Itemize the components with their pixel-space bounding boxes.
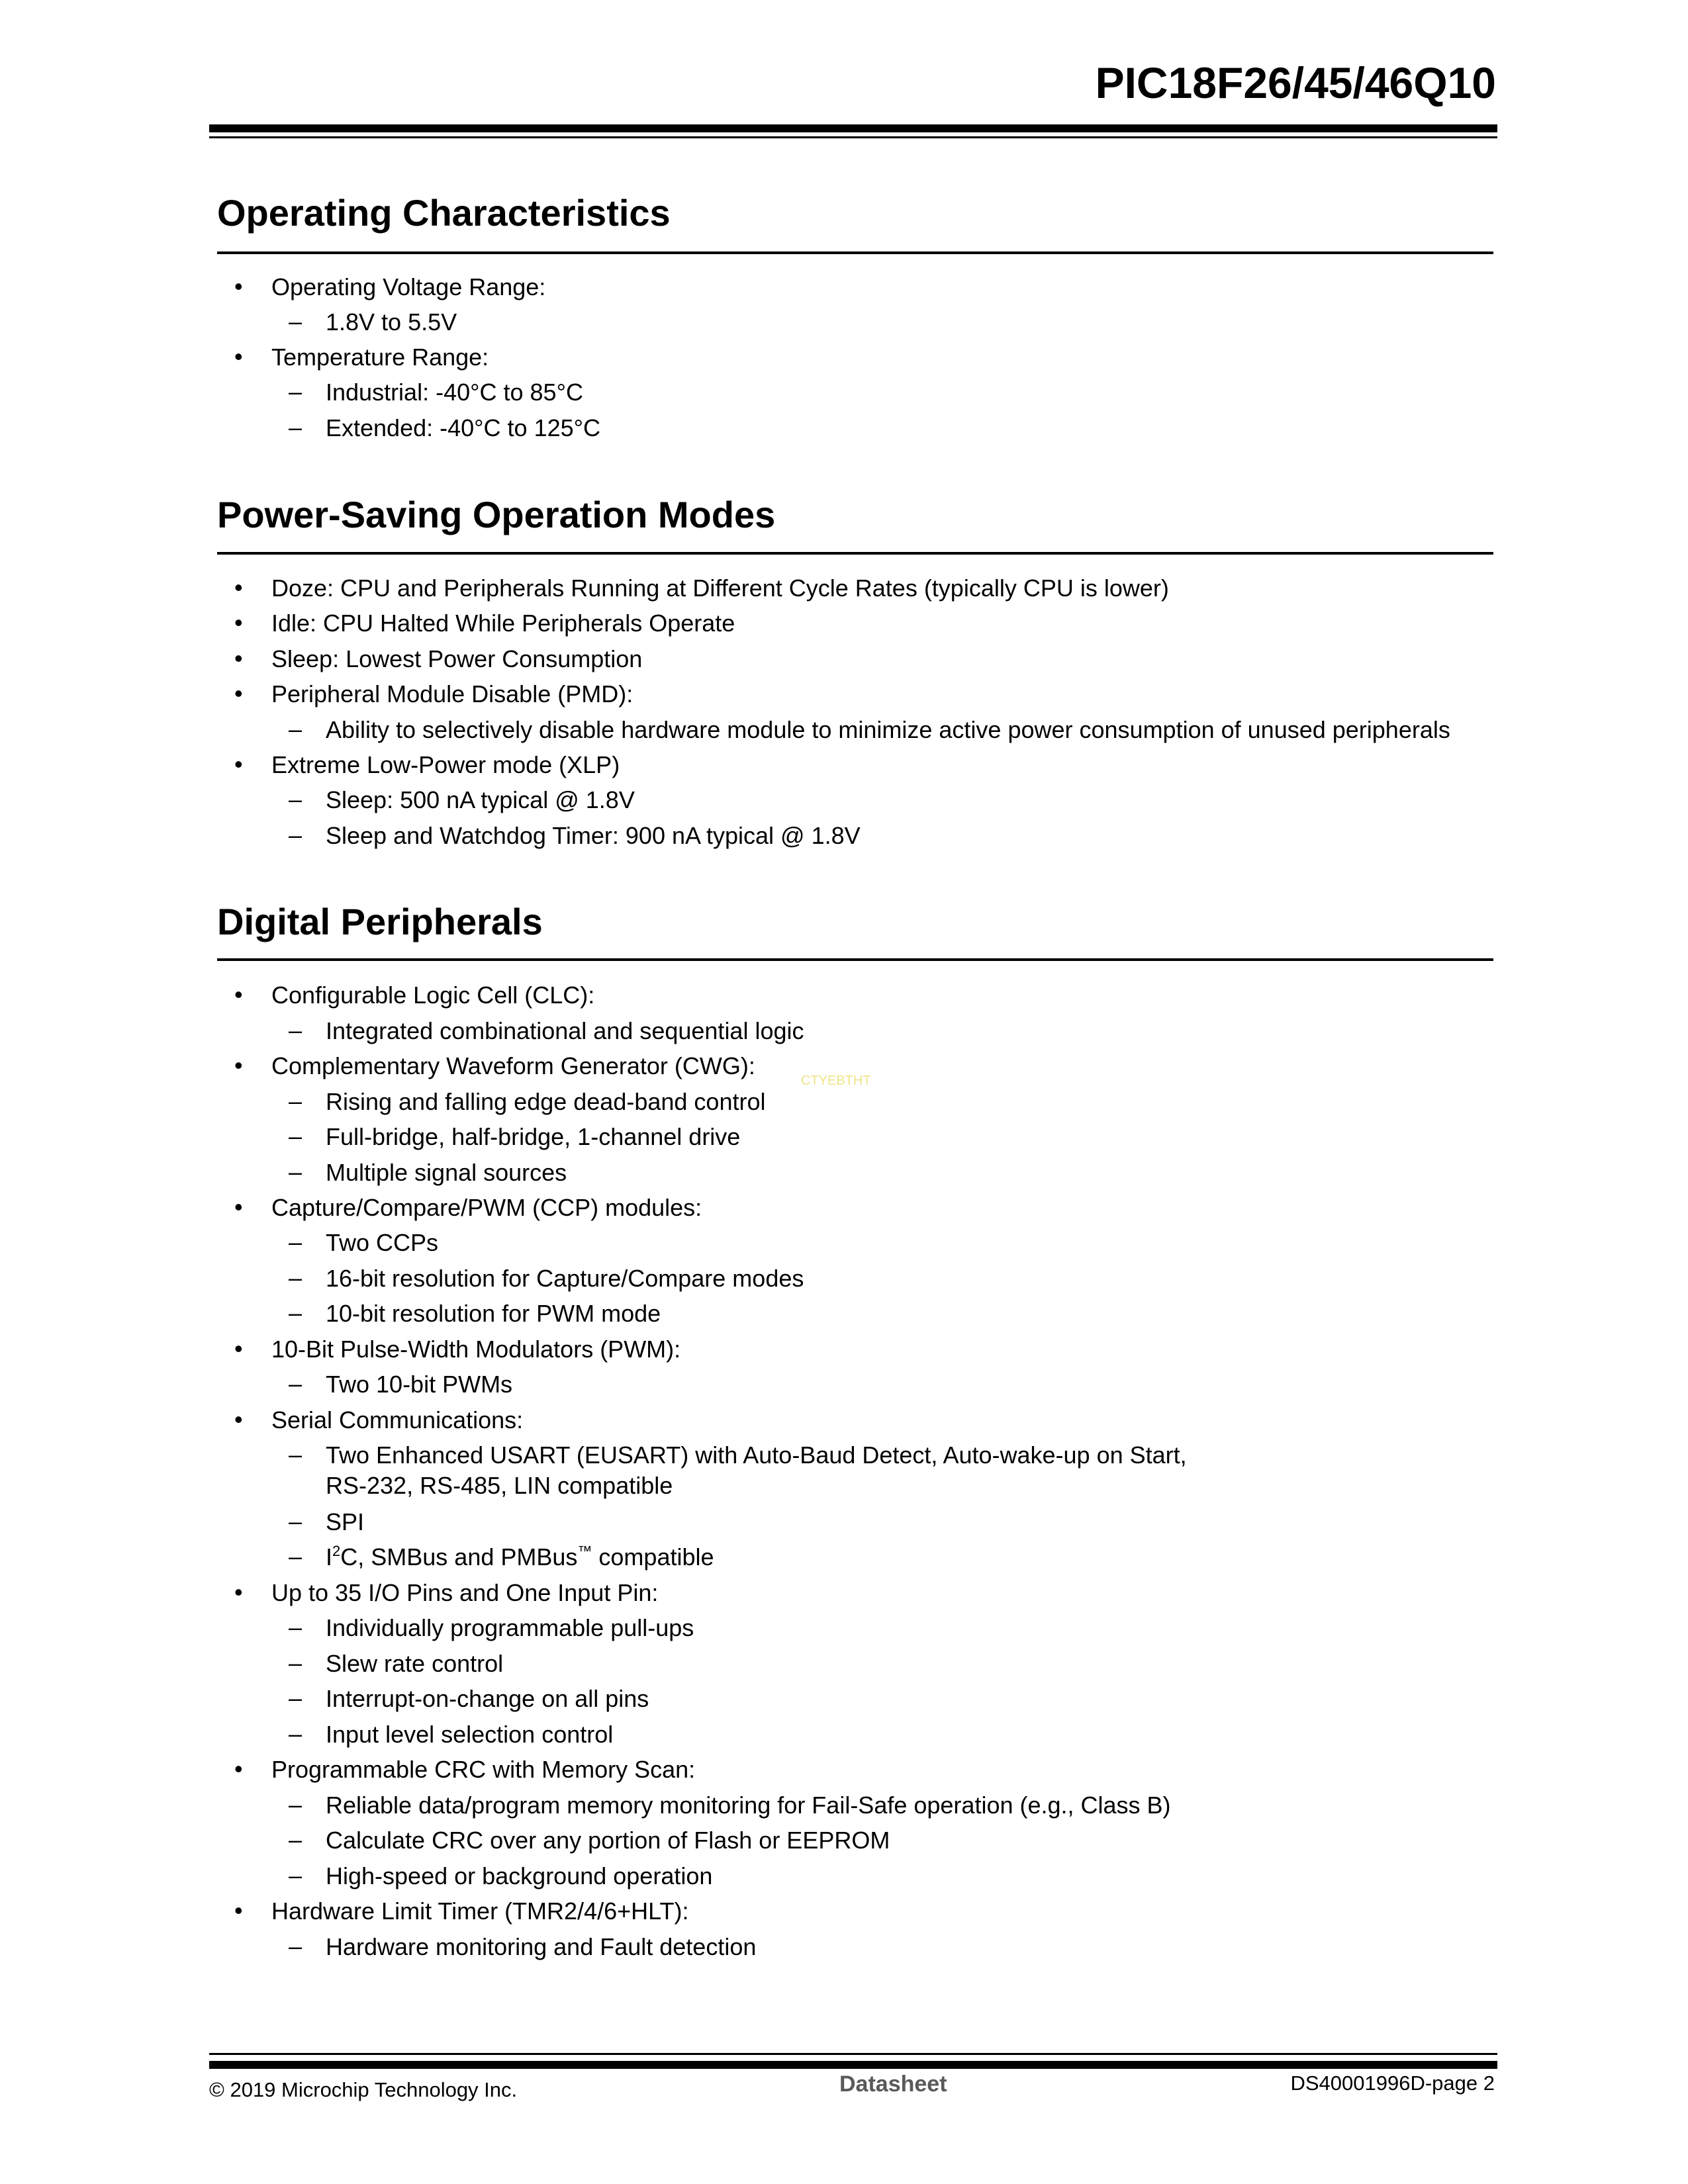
list-item: Capture/Compare/PWM (CCP) modules:: [271, 1194, 702, 1221]
list-item: 10-Bit Pulse-Width Modulators (PWM):: [271, 1336, 681, 1363]
dash-mark: –: [289, 1826, 303, 1853]
list-item: Hardware Limit Timer (TMR2/4/6+HLT):: [271, 1897, 689, 1925]
dash-mark: –: [289, 1017, 303, 1044]
dash-mark: –: [289, 1370, 303, 1397]
list-item: Configurable Logic Cell (CLC):: [271, 981, 595, 1009]
sub-list-item: Full-bridge, half-bridge, 1-channel drive: [326, 1123, 741, 1150]
dash-mark: –: [289, 378, 303, 405]
sub-list-item: Sleep: 500 nA typical @ 1.8V: [326, 786, 635, 813]
dash-mark: –: [289, 1649, 303, 1676]
sub-list-item: Multiple signal sources: [326, 1159, 567, 1186]
list-item: Complementary Waveform Generator (CWG):: [271, 1052, 755, 1079]
dash-mark: –: [289, 1122, 303, 1150]
section-rule: [217, 552, 1493, 555]
sub-list-item: High-speed or background operation: [326, 1862, 713, 1889]
bullet-mark: •: [234, 273, 243, 300]
bullet-mark: •: [234, 609, 243, 636]
footer-doc-type: Datasheet: [839, 2071, 947, 2097]
sub-list-item: Slew rate control: [326, 1650, 504, 1677]
bullet-mark: •: [234, 1193, 243, 1220]
list-item: Programmable CRC with Memory Scan:: [271, 1756, 696, 1783]
i2c-superscript: 2: [332, 1543, 341, 1559]
list-item: Peripheral Module Disable (PMD):: [271, 680, 633, 707]
dash-mark: –: [289, 786, 303, 813]
dash-mark: –: [289, 1684, 303, 1711]
bullet-mark: •: [234, 1897, 243, 1924]
header-rule-thick: [209, 124, 1497, 132]
list-item: Up to 35 I/O Pins and One Input Pin:: [271, 1579, 659, 1606]
dash-mark: –: [289, 1720, 303, 1747]
section-rule: [217, 958, 1493, 961]
sub-list-item: Ability to selectively disable hardware module to minimize active power consumption of unused peripherals: [326, 716, 1450, 743]
sub-list-item-i2c: [326, 1543, 714, 1571]
sub-list-item: Sleep and Watchdog Timer: 900 nA typical @ 1.8V: [326, 822, 861, 849]
sub-list-item: Industrial: -40°C to 85°C: [326, 379, 583, 406]
bullet-mark: •: [234, 343, 243, 370]
bullet-mark: •: [234, 1578, 243, 1606]
sub-list-item: Input level selection control: [326, 1721, 614, 1748]
bullet-mark: •: [234, 645, 243, 672]
list-item: Extreme Low-Power mode (XLP): [271, 751, 620, 778]
section-title-operating-characteristics: Operating Characteristics: [217, 192, 671, 234]
sub-list-item: Two 10-bit PWMs: [326, 1371, 513, 1398]
bullet-mark: •: [234, 1335, 243, 1362]
dash-mark: –: [289, 1614, 303, 1641]
dash-mark: –: [289, 1508, 303, 1535]
list-item: Sleep: Lowest Power Consumption: [271, 645, 643, 672]
section-title-digital-peripherals: Digital Peripherals: [217, 901, 543, 942]
dash-mark: –: [289, 1264, 303, 1291]
section-rule: [217, 251, 1493, 254]
section-title-power-saving-modes: Power-Saving Operation Modes: [217, 494, 776, 535]
sub-list-item: 16-bit resolution for Capture/Compare modes: [326, 1265, 804, 1292]
dash-mark: –: [289, 414, 303, 441]
footer-rule-thin: [209, 2053, 1497, 2055]
sub-list-item: Individually programmable pull-ups: [326, 1614, 694, 1641]
bullet-mark: •: [234, 1406, 243, 1433]
sub-list-item: Reliable data/program memory monitoring for Fail-Safe operation (e.g., Class B): [326, 1792, 1171, 1819]
bullet-mark: •: [234, 1052, 243, 1079]
sub-list-item-continuation: RS-232, RS-485, LIN compatible: [326, 1472, 673, 1499]
dash-mark: –: [289, 1862, 303, 1889]
dash-mark: –: [289, 1158, 303, 1185]
dash-mark: –: [289, 1543, 303, 1570]
sub-list-item: SPI: [326, 1508, 365, 1535]
bullet-mark: •: [234, 574, 243, 601]
list-item: Idle: CPU Halted While Peripherals Operate: [271, 610, 735, 637]
dash-mark: –: [289, 1228, 303, 1255]
i2c-tail: compatible: [592, 1543, 714, 1570]
footer-copyright: © 2019 Microchip Technology Inc.: [209, 2078, 518, 2101]
sub-list-item: Two Enhanced USART (EUSART) with Auto-Baud Detect, Auto-wake-up on Start,: [326, 1441, 1187, 1469]
bullet-mark: •: [234, 751, 243, 778]
footer-rule-thick: [209, 2061, 1497, 2069]
dash-mark: –: [289, 308, 303, 335]
sub-list-item: Calculate CRC over any portion of Flash or EEPROM: [326, 1827, 890, 1854]
list-item: Doze: CPU and Peripherals Running at Different Cycle Rates (typically CPU is lower): [271, 574, 1169, 602]
bullet-mark: •: [234, 981, 243, 1008]
bullet-mark: •: [234, 680, 243, 707]
i2c-letter: I: [326, 1543, 333, 1570]
trademark-symbol: ™: [577, 1543, 592, 1559]
bullet-mark: •: [234, 1755, 243, 1782]
dash-mark: –: [289, 715, 303, 743]
dash-mark: –: [289, 1087, 303, 1115]
document-title: PIC18F26/45/46Q10: [1095, 58, 1496, 107]
sub-list-item: Integrated combinational and sequential logic: [326, 1017, 804, 1044]
sub-list-item: 10-bit resolution for PWM mode: [326, 1300, 661, 1327]
sub-list-item: Rising and falling edge dead-band control: [326, 1088, 766, 1115]
sub-list-item: Interrupt-on-change on all pins: [326, 1685, 649, 1712]
sub-list-item: Hardware monitoring and Fault detection: [326, 1933, 757, 1960]
dash-mark: –: [289, 1933, 303, 1960]
dash-mark: –: [289, 821, 303, 848]
dash-mark: –: [289, 1299, 303, 1326]
list-item: Temperature Range:: [271, 343, 489, 371]
sub-list-item: Extended: -40°C to 125°C: [326, 414, 601, 441]
dash-mark: –: [289, 1441, 303, 1468]
dash-mark: –: [289, 1791, 303, 1818]
list-item: Serial Communications:: [271, 1406, 524, 1433]
header-rule-thin: [209, 136, 1497, 138]
sub-list-item: Two CCPs: [326, 1229, 439, 1256]
footer-page-number: DS40001996D-page 2: [1290, 2071, 1495, 2095]
i2c-text: C, SMBus and PMBus: [340, 1543, 578, 1570]
sub-list-item: 1.8V to 5.5V: [326, 308, 457, 336]
watermark-text: CTYEBTHT: [801, 1073, 871, 1088]
list-item: Operating Voltage Range:: [271, 273, 546, 300]
